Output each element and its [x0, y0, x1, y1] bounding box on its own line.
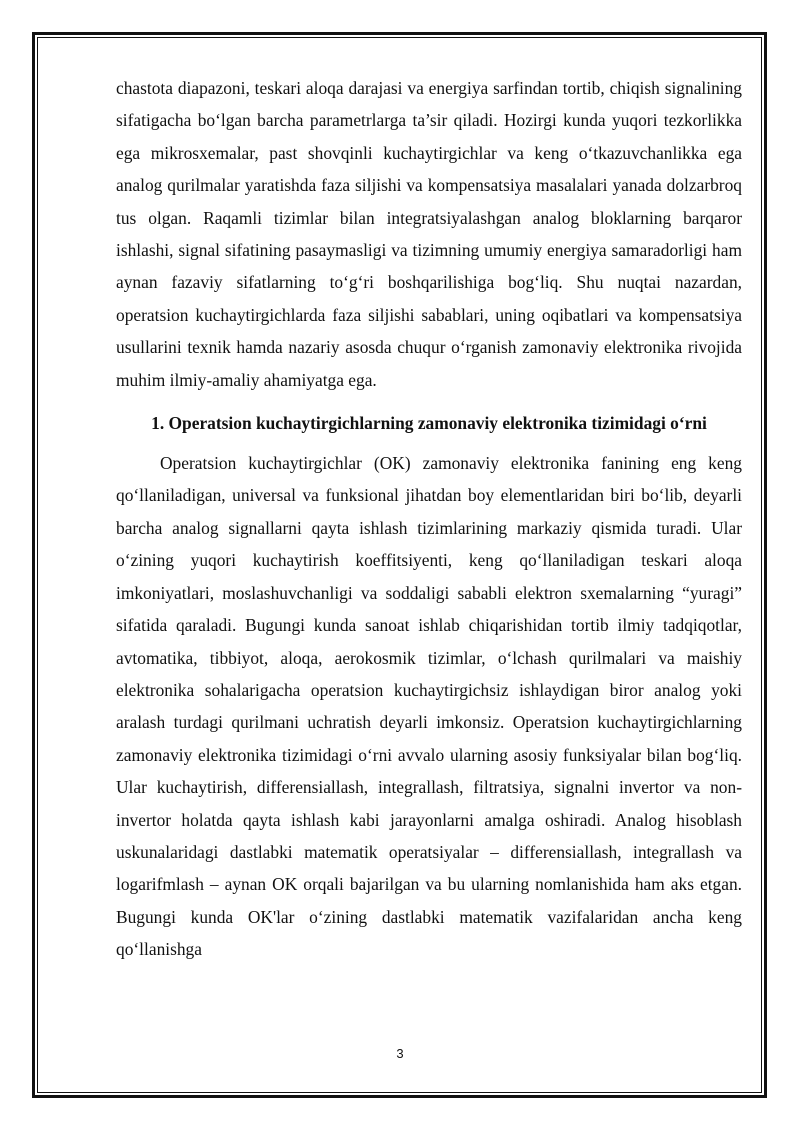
section-heading: 1. Operatsion kuchaytirgichlarning zamonaviy elektronika tizimidagi o‘rni: [151, 413, 707, 434]
page-number: 3: [396, 1046, 404, 1061]
body-paragraph: Operatsion kuchaytirgichlar (OK) zamonaviy elektronika fanining eng keng qo‘llaniladigan, universal va funksional jihatdan boy elementlaridan biri bo‘lib, deyarli barcha analog signallarni qayta ishlash tizimlarining markaziy qismida turadi. Ular o‘zining yuqori kuchaytirish koeffitsiyenti, keng qo‘llaniladigan teskari aloqa imkoniyatlari, moslashuvchanligi va soddaligi sababli elektron sxemalarning “yuragi” sifatida qaraladi. Bugungi kunda sanoat ishlab chiqarishidan tortib ilmiy tadqiqotlar, avtomatika, tibbiyot, aloqa, aerokosmik tizimlar, o‘lchash qurilmalari va maishiy elektronika sohalarigacha operatsion kuchaytirgichsiz ishlaydigan biror analog yoki aralash turdagi qurilmani uchratish deyarli imkonsiz. Operatsion kuchaytirgichlarning zamonaviy elektronika tizimidagi o‘rni avvalo ularning asosiy funksiyalar bilan bog‘liq. Ular kuchaytirish, differensiallash, integrallash, filtratsiya, signalni invertor va non-invertor holatda qayta ishlash kabi jarayonlarni amalga oshiradi. Analog hisoblash uskunalaridagi dastlabki matematik operatsiyalar – differensiallash, integrallash va logarifmlash – aynan OK orqali bajarilgan va bu ularning nomlanishida ham aks etgan. Bugungi kunda OK'lar o‘zining dastlabki matematik vazifalaridan ancha keng qo‘llanishga: [116, 453, 742, 960]
page-body: [116, 72, 742, 966]
body-paragraph: chastota diapazoni, teskari aloqa darajasi va energiya sarfindan tortib, chiqish signalining sifatigacha bo‘lgan barcha parametrlarga ta’sir qiladi. Hozirgi kunda yuqori tezkorlikka ega mikrosxemalar, past shovqinli kuchaytirgichlar va keng o‘tkazuvchanlikka ega analog qurilmalar yaratishda faza siljishi va kompensatsiya masalalari yanada dolzarbroq tus olgan. Raqamli tizimlar bilan integratsiyalashgan analog bloklarning barqaror ishlashi, signal sifatining pasaymasligi va tizimning umumiy energiya samaradorligi ham aynan fazaviy sifatlarning to‘g‘ri boshqarilishiga bog‘liq. Shu nuqtai nazardan, operatsion kuchaytirgichlarda faza siljishi sabablari, uning oqibatlari va kompensatsiya usullarini texnik hamda nazariy asosda chuqur o‘rganish zamonaviy elektronika rivojida muhim ilmiy-amaliy ahamiyatga ega.: [116, 78, 742, 390]
